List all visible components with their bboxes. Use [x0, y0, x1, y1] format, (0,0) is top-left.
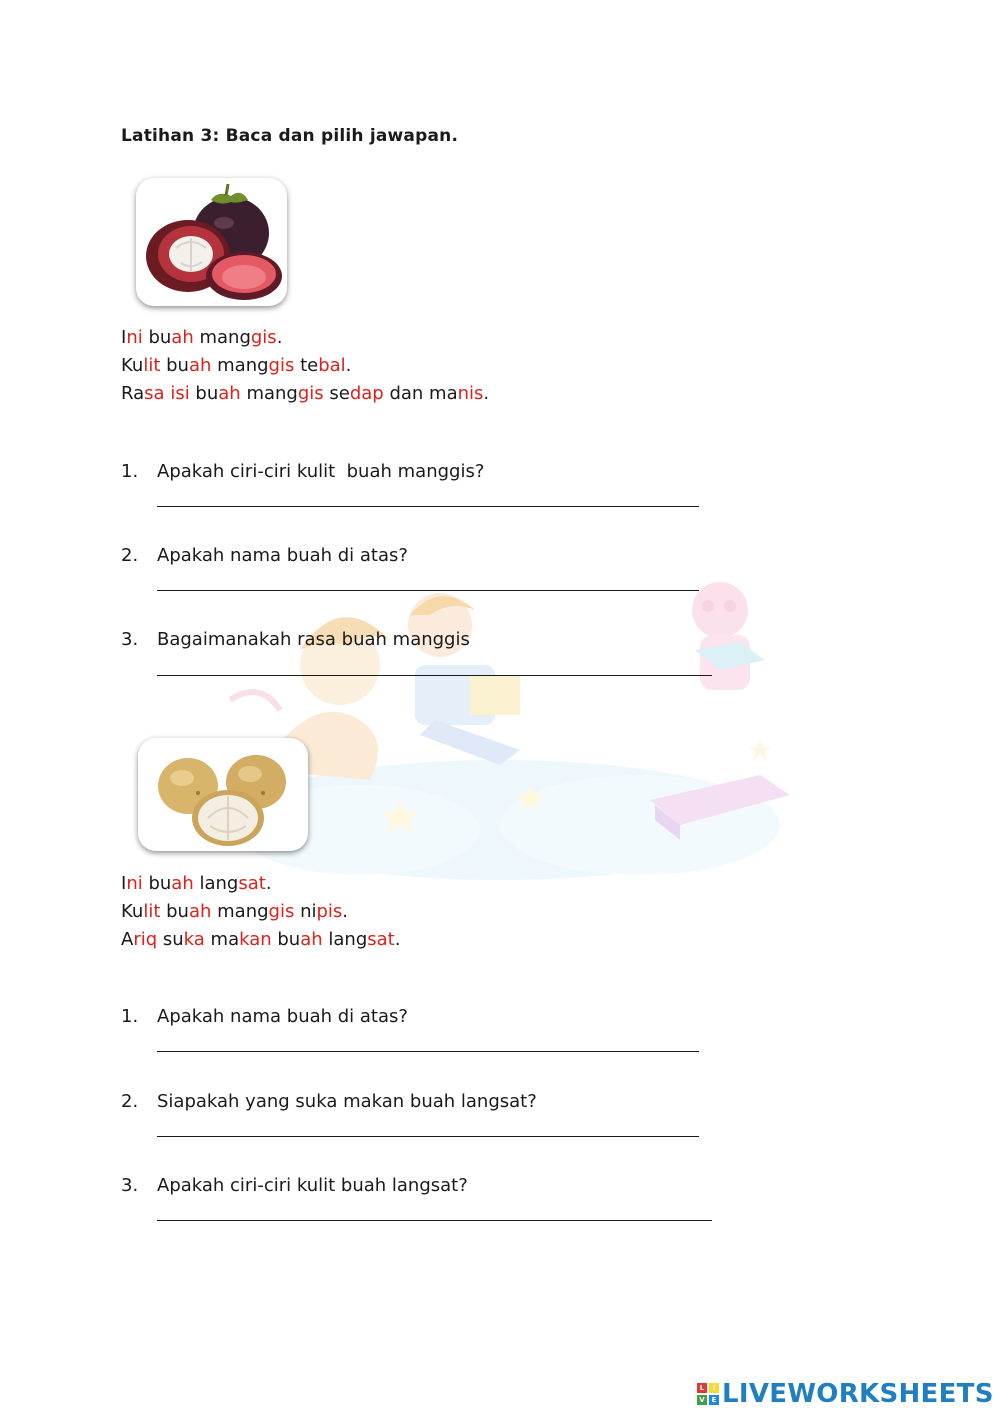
highlighted-syllable: gis: [268, 355, 295, 376]
passage-1-line-3: [121, 383, 489, 405]
text-segment: te: [294, 355, 319, 376]
text-segment: Ra: [121, 383, 145, 404]
answer-line[interactable]: [157, 1051, 699, 1052]
answer-line[interactable]: [157, 506, 699, 507]
logo-text: LIVEWORKSHEETS: [722, 1379, 994, 1409]
highlighted-syllable: ah: [188, 355, 212, 376]
text-segment: I: [121, 327, 127, 348]
passage-2-line-1: [121, 873, 272, 895]
question-item: [121, 461, 484, 483]
text-segment: ma: [204, 929, 240, 950]
text-segment: A: [121, 929, 134, 950]
liveworksheets-logo[interactable]: [697, 1378, 994, 1410]
text-segment: bu: [142, 873, 172, 894]
text-segment: bu: [142, 327, 172, 348]
text-segment: mang: [193, 327, 251, 348]
question-number: 3.: [121, 1175, 139, 1196]
highlighted-syllable: ka: [183, 929, 205, 950]
text-segment: .: [342, 901, 349, 922]
text-segment: bu: [189, 383, 219, 404]
highlighted-syllable: kan: [239, 929, 272, 950]
highlighted-syllable: ah: [171, 327, 194, 348]
question-item: [121, 1006, 408, 1028]
answer-line[interactable]: [157, 1136, 699, 1137]
question-number: 2.: [121, 1091, 139, 1112]
text-segment: mang: [211, 901, 269, 922]
text-segment: bu: [160, 355, 189, 376]
text-segment: Ku: [121, 901, 144, 922]
highlighted-syllable: isi: [170, 383, 190, 404]
question-item: [121, 1175, 468, 1197]
question-text: Siapakah yang suka makan buah langsat?: [157, 1091, 537, 1112]
highlighted-syllable: ah: [218, 383, 241, 404]
text-segment: .: [345, 355, 352, 376]
highlighted-syllable: sa: [144, 383, 165, 404]
passage-2-line-2: [121, 901, 348, 923]
logo-square: E: [709, 1395, 719, 1405]
highlighted-syllable: dap: [349, 383, 384, 404]
question-text: Bagaimanakah rasa buah manggis: [157, 629, 470, 650]
logo-square: V: [697, 1395, 707, 1405]
text-segment: mang: [211, 355, 269, 376]
question-text: Apakah nama buah di atas?: [157, 1006, 408, 1027]
highlighted-syllable: lit: [143, 901, 161, 922]
logo-square: I: [709, 1383, 719, 1393]
highlighted-syllable: nis: [457, 383, 484, 404]
page-heading: Latihan 3: Baca dan pilih jawapan.: [121, 126, 459, 146]
text-segment: .: [276, 327, 283, 348]
passage-2-line-3: [121, 929, 400, 951]
question-number: 1.: [121, 461, 139, 482]
highlighted-syllable: ah: [300, 929, 323, 950]
highlighted-syllable: sat: [367, 929, 395, 950]
text-segment: ni: [294, 901, 317, 922]
passage-1-line-1: [121, 327, 282, 349]
answer-line[interactable]: [157, 590, 699, 591]
mangosteen-photo: [136, 178, 287, 306]
highlighted-syllable: gis: [297, 383, 324, 404]
highlighted-syllable: riq: [133, 929, 158, 950]
highlighted-syllable: pis: [316, 901, 343, 922]
highlighted-syllable: gis: [268, 901, 295, 922]
highlighted-syllable: ni: [126, 327, 143, 348]
text-segment: .: [265, 873, 272, 894]
text-segment: bu: [160, 901, 189, 922]
langsat-photo: [138, 738, 308, 851]
highlighted-syllable: ah: [188, 901, 212, 922]
highlighted-syllable: ah: [171, 873, 194, 894]
question-text: Apakah ciri-ciri kulit buah langsat?: [157, 1175, 468, 1196]
question-number: 3.: [121, 629, 139, 650]
langsat-icon: [138, 738, 308, 851]
passage-1-line-2: [121, 355, 351, 377]
text-segment: lang: [193, 873, 239, 894]
text-segment: bu: [271, 929, 301, 950]
question-number: 2.: [121, 545, 139, 566]
text-segment: se: [323, 383, 350, 404]
text-segment: .: [394, 929, 401, 950]
text-segment: dan ma: [383, 383, 458, 404]
mangosteen-icon: [136, 178, 287, 306]
answer-line[interactable]: [157, 1220, 712, 1221]
highlighted-syllable: bal: [318, 355, 346, 376]
answer-line[interactable]: [157, 675, 712, 676]
text-segment: I: [121, 873, 127, 894]
highlighted-syllable: sat: [238, 873, 266, 894]
logo-square: L: [697, 1383, 707, 1393]
highlighted-syllable: gis: [250, 327, 277, 348]
text-segment: .: [483, 383, 490, 404]
highlighted-syllable: ni: [126, 873, 143, 894]
logo-squares-icon: [697, 1383, 719, 1405]
text-segment: mang: [240, 383, 298, 404]
question-item: [121, 629, 470, 651]
highlighted-syllable: lit: [143, 355, 161, 376]
question-text: Apakah nama buah di atas?: [157, 545, 408, 566]
question-item: [121, 545, 408, 567]
question-item: [121, 1091, 537, 1113]
text-segment: su: [157, 929, 184, 950]
text-segment: Ku: [121, 355, 144, 376]
question-text: Apakah ciri-ciri kulit buah manggis?: [157, 461, 485, 482]
question-number: 1.: [121, 1006, 139, 1027]
text-segment: lang: [322, 929, 368, 950]
